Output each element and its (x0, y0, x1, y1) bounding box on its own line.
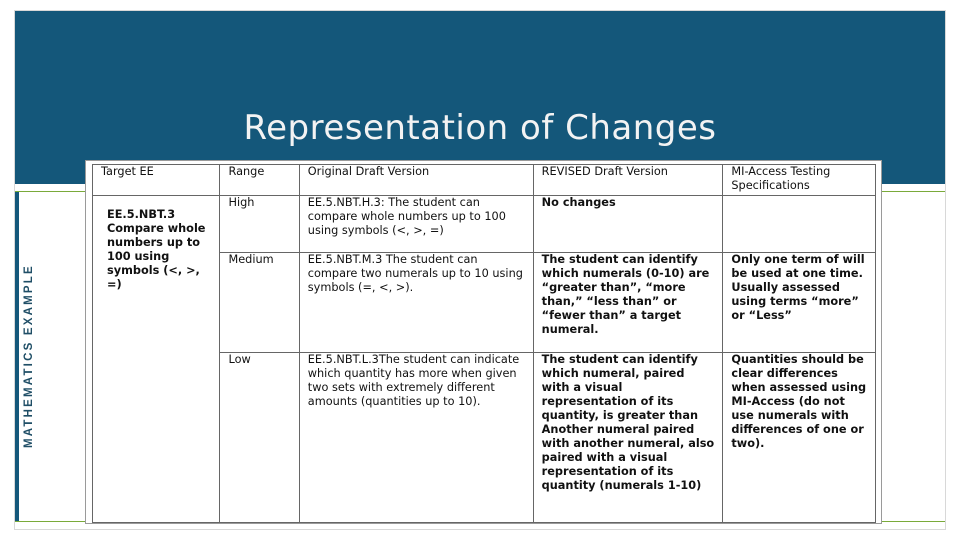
range-cell: Low (220, 353, 299, 523)
table-header-row (93, 165, 876, 196)
side-label: MATHEMATICS EXAMPLE (23, 264, 35, 448)
header-revised: REVISED Draft Version (533, 165, 723, 196)
original-cell: EE.5.NBT.L.3The student can indicate which quantity has more when given two sets with extremely different amounts (quantities up to 10). (299, 353, 533, 523)
header-band (15, 11, 945, 184)
slide-title: Representation of Changes (243, 108, 717, 148)
table-image (85, 160, 882, 524)
header-original: Original Draft Version (299, 165, 533, 196)
revised-cell: The student can identify which numerals (0-10) are “greater than”, “more than,” “less than” or “fewer than” a target numeral. (533, 253, 723, 353)
range-cell: Medium (220, 253, 299, 353)
spec-cell (723, 196, 876, 253)
range-cell: High (220, 196, 299, 253)
spec-cell: Only one term of will be used at one time. Usually assessed using terms “more” or “Less” (723, 253, 876, 353)
target-ee-cell: EE.5.NBT.3 Compare whole numbers up to 100 using symbols (<, >, =) (93, 196, 220, 523)
header-spec: MI-Access Testing Specifications (723, 165, 876, 196)
left-accent-bar (15, 192, 19, 522)
spec-cell: Quantities should be clear differences when assessed using MI-Access (do not use numerals with differences of one or two). (723, 353, 876, 523)
original-cell: EE.5.NBT.H.3: The student can compare whole numbers up to 100 using symbols (<, >, =) (299, 196, 533, 253)
header-range: Range (220, 165, 299, 196)
revised-cell: No changes (533, 196, 723, 253)
revised-cell: The student can identify which numeral, paired with a visual representation of its quantity, is greater than Another numeral paired with another numeral, also paired with a visual representation of its quantity (numerals 1-10) (533, 353, 723, 523)
table-row (93, 196, 876, 253)
original-cell: EE.5.NBT.M.3 The student can compare two numerals up to 10 using symbols (=, <, >). (299, 253, 533, 353)
header-target-ee: Target EE (93, 165, 220, 196)
changes-table (92, 164, 876, 523)
